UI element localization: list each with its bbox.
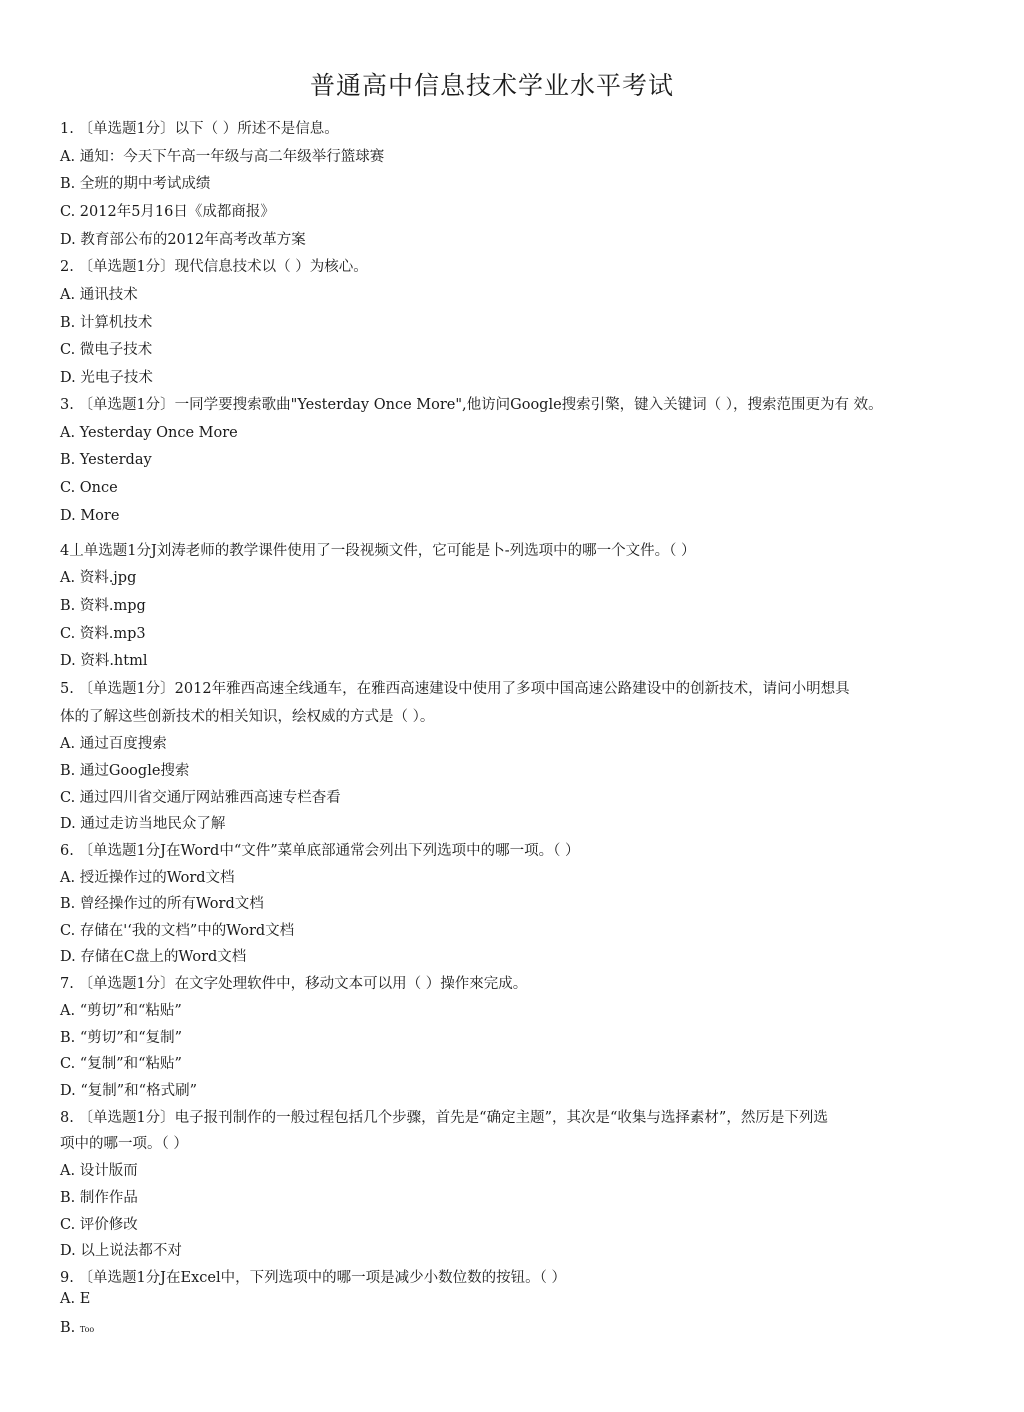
question-4-option-c: C. 资料.mp3 [60, 626, 146, 642]
question-1-option-b: B. 全班的期中考试成绩 [60, 176, 211, 192]
question-7-option-a: A. “剪切”和“粘贴” [60, 1003, 182, 1019]
question-2-option-d: D. 光电子技术 [60, 370, 153, 386]
question-9-option-b-label: B. [60, 1320, 80, 1336]
question-8-stem-line2: 项中的哪一项。（ ） [60, 1136, 188, 1152]
question-3-option-b: B. Yesterday [60, 452, 152, 468]
question-7-option-d: D. “复制”和“格式刷” [60, 1083, 197, 1099]
question-9-option-a: A. E [60, 1291, 91, 1307]
question-6-option-d: D. 存储在C盘上的Word文档 [60, 949, 247, 965]
question-7-stem: 7. 〔单选题1分〕在文字处理软件中，移动文本可以用（ ）操作來完成。 [60, 976, 528, 992]
question-3-option-a: A. Yesterday Once More [60, 425, 238, 441]
question-5-stem-line1: 5. 〔单选题1分〕2012年雅西高速全线通车，在雅西高速建设中使用了多项中国高速公路建设中的创新技术，请问小明想具 [60, 681, 850, 697]
question-8-option-b: B. 制作作品 [60, 1190, 138, 1206]
question-7-option-c: C. “复制”和“粘贴” [60, 1056, 182, 1072]
question-8-option-d: D. 以上说法都不对 [60, 1243, 182, 1259]
question-2-stem: 2. 〔单选题1分〕现代信息技术以（ ）为核心。 [60, 259, 368, 275]
question-7-option-b: B. “剪切”和“复制” [60, 1030, 183, 1046]
question-2-option-b: B. 计算机技术 [60, 315, 153, 331]
question-9-option-b-icon-text: Too [79, 1325, 95, 1334]
question-4-option-a: A. 资料.jpg [60, 570, 137, 586]
question-2-option-c: C. 微电子技术 [60, 342, 153, 358]
question-6-option-a: A. 授近操作过的Word文档 [60, 870, 235, 886]
question-6-stem: 6. 〔单选题1分J在Word中“文件”菜单底部通常会列出下列选项中的哪一项。（ ） [60, 843, 580, 859]
question-4-option-b: B. 资料.mpg [60, 598, 146, 614]
question-8-option-a: A. 设计版而 [60, 1163, 138, 1179]
question-3-option-c: C. Once [60, 480, 118, 496]
question-6-option-b: B. 曾经操作过的所有Word文档 [60, 896, 264, 912]
question-8-option-c: C. 评价修改 [60, 1217, 138, 1233]
question-1-option-d: D. 教育部公布的2012年高考改革方案 [60, 232, 306, 248]
question-3-option-d: D. More [60, 508, 120, 524]
question-5-option-c: C. 通过四川省交通厅网站雅西高速专栏杳看 [60, 790, 341, 806]
question-2-option-a: A. 通讯技术 [60, 287, 138, 303]
question-4-stem: 4丄单选题1分J刘涛老师的教学课件使用了一段视频文件，它可能是卜-列选项中的哪一个文件。（ ） [60, 543, 696, 559]
question-5-option-b: B. 通过Google搜索 [60, 763, 190, 779]
question-1-option-c: C. 2012年5月16日《成都商报》 [60, 204, 275, 220]
question-5-option-d: D. 通过走访当地民众了解 [60, 816, 226, 832]
question-8-stem-line1: 8. 〔单选题1分〕电子报刊制作的一般过程包括几个步骤，首先是“确定主题”，其次是“收集与选择素材”，然厉是下列选 [60, 1110, 828, 1126]
question-9-option-b [60, 1319, 94, 1339]
page-title: 普通高中信息技术学业水平考试 [309, 71, 674, 100]
question-6-option-c: C. 存储在'‘我的文档”中的Word文档 [60, 923, 295, 939]
question-9-stem: 9. 〔单选题1分J在Excel中，下列选项中的哪一项是减少小数位数的按钮。（ ） [60, 1270, 566, 1286]
question-3-stem: 3. 〔单选题1分〕一同学要搜索歌曲"Yesterday Once More",他访问Google搜索引檠，键入关键词（ ），搜索范围更为有 效。 [60, 397, 883, 413]
question-1-stem: 1. 〔单选题1分〕以下（ ）所述不是信息。 [60, 121, 339, 137]
question-1-option-a: A. 通知：今天下午高一年级与高二年级举行篮球赛 [60, 149, 385, 165]
question-5-stem-line2: 体的了解这些创新技术的相关知识，绘权威的方式是（ ）。 [60, 709, 435, 725]
question-5-option-a: A. 通过百度搜索 [60, 736, 167, 752]
question-4-option-d: D. 资料.html [60, 653, 148, 669]
